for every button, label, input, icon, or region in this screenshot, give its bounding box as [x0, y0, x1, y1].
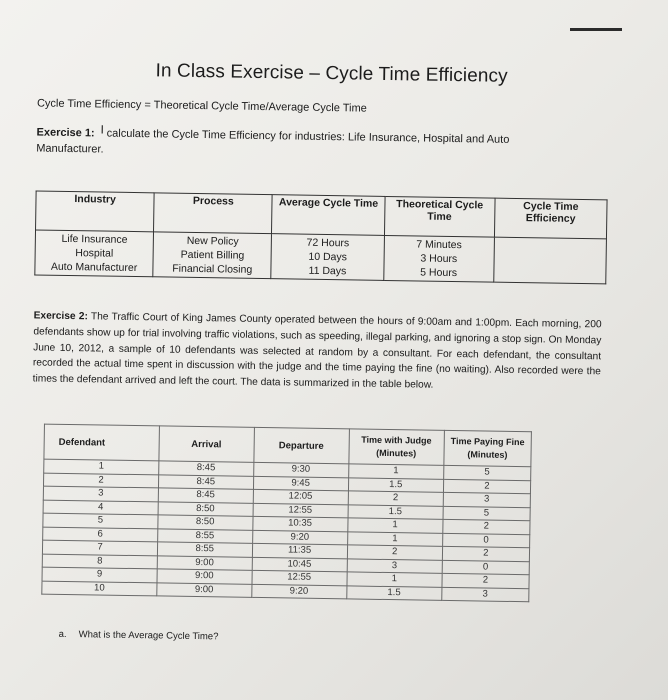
- departure-cell: 11:35: [252, 543, 347, 558]
- exercise1-body-start: c: [106, 127, 113, 140]
- judge-time-cell: 2: [347, 545, 442, 560]
- arrival-cell: 8:45: [158, 488, 253, 503]
- average-values: 72 Hours 10 Days 11 Days: [271, 234, 384, 281]
- col-process: Process: [154, 193, 273, 234]
- top-bar-mark: [570, 28, 622, 31]
- question-label: a.: [58, 628, 67, 640]
- departure-cell: 9:20: [252, 530, 347, 545]
- col-industry: Industry: [36, 191, 155, 232]
- defendant-cell: 7: [42, 540, 157, 555]
- judge-time-cell: 1: [348, 464, 443, 479]
- arrival-cell: 8:55: [158, 528, 253, 543]
- col-theoretical-cycle-time: Theoretical Cycle Time: [384, 196, 495, 237]
- page-title: In Class Exercise – Cycle Time Efficiency: [155, 60, 508, 87]
- col-time-paying-fine: Time Paying Fine (Minutes): [444, 430, 532, 466]
- defendant-cell: 2: [43, 473, 158, 488]
- exercise1-text: [36, 123, 509, 163]
- departure-cell: 12:55: [253, 503, 348, 518]
- exercise2-body: The Traffic Court of King James County operated between the hours of 9:00am and 1:00pm. Each morning, 200 defendants show up for trial involving traffic violations, such as speeding, illegal parking, and ignoring a stop sign. On Monday June 10, 2012, a sample of 10 defendants was selected at random by a consultant. For each defendant, the consultant recorded the actual time spent in discussion with the judge and the time paying the fine (no waiting). Also recorded were the times the defendant arrived and left the court. The data is summarized in the table below.: [32, 311, 602, 391]
- exercise2-label: Exercise 2:: [33, 310, 88, 323]
- exercise1-body-line2: Manufacturer.: [36, 142, 104, 156]
- fine-time-cell: 2: [443, 479, 531, 494]
- defendant-cell: 5: [43, 513, 158, 528]
- arrival-cell: 9:00: [157, 569, 252, 584]
- industry-values: Life Insurance Hospital Auto Manufacturer: [35, 230, 154, 277]
- process-values: New Policy Patient Billing Financial Closing: [153, 232, 272, 279]
- judge-time-cell: 1.5: [346, 585, 441, 600]
- defendant-cell: 6: [43, 527, 158, 542]
- judge-time-cell: 1: [347, 572, 442, 587]
- fine-time-cell: 0: [442, 560, 530, 575]
- departure-cell: 10:45: [252, 557, 347, 572]
- arrival-cell: 8:50: [158, 501, 253, 516]
- departure-cell: 9:45: [253, 476, 348, 491]
- industry-table-body: [35, 230, 607, 284]
- judge-time-cell: 1.5: [348, 477, 443, 492]
- industry-table: [34, 190, 607, 284]
- col-time-with-judge: Time with Judge (Minutes): [349, 429, 445, 465]
- exercise1-body: alculate the Cycle Time Efficiency for industries: Life Insurance, Hospital and Auto: [112, 127, 510, 146]
- text-cursor-icon: I: [100, 122, 105, 137]
- exercise1-label: Exercise 1:: [36, 126, 95, 140]
- col-average-cycle-time: Average Cycle Time: [272, 195, 385, 236]
- defendant-cell: 9: [42, 567, 157, 582]
- fine-time-cell: 0: [442, 533, 530, 548]
- judge-time-cell: 1: [347, 531, 442, 546]
- fine-time-cell: 5: [443, 465, 531, 480]
- question-a: [59, 629, 219, 643]
- departure-cell: 9:30: [253, 462, 348, 477]
- col-departure: Departure: [253, 427, 349, 463]
- document-page: [0, 40, 608, 700]
- efficiency-values: [494, 237, 607, 284]
- judge-time-cell: 3: [347, 558, 442, 573]
- judge-time-cell: 1.5: [348, 504, 443, 519]
- fine-time-cell: 3: [441, 587, 529, 602]
- departure-cell: 9:20: [251, 584, 346, 599]
- arrival-cell: 9:00: [157, 582, 252, 597]
- defendant-cell: 10: [42, 581, 157, 596]
- arrival-cell: 8:50: [158, 515, 253, 530]
- col-cycle-time-efficiency: Cycle Time Efficiency: [494, 198, 607, 239]
- defendant-cell: 8: [42, 554, 157, 569]
- fine-time-cell: 2: [442, 573, 530, 588]
- col-defendant: Defendant: [44, 424, 159, 461]
- arrival-cell: 8:45: [158, 474, 253, 489]
- judge-time-cell: 2: [348, 491, 443, 506]
- fine-time-cell: 2: [442, 546, 530, 561]
- question-text: What is the Average Cycle Time?: [78, 629, 219, 643]
- fine-time-cell: 2: [442, 519, 530, 534]
- departure-cell: 12:55: [252, 570, 347, 585]
- col-arrival: Arrival: [159, 426, 254, 462]
- departure-cell: 10:35: [252, 516, 347, 531]
- fine-time-cell: 5: [443, 506, 531, 521]
- defendant-cell: 1: [44, 459, 159, 474]
- judge-time-cell: 1: [348, 518, 443, 533]
- departure-cell: 12:05: [253, 489, 348, 504]
- formula-line: Cycle Time Efficiency = Theoretical Cycle Time/Average Cycle Time: [36, 97, 367, 115]
- defendant-cell: 3: [43, 486, 158, 501]
- arrival-cell: 8:45: [159, 461, 254, 476]
- fine-time-cell: 3: [443, 492, 531, 507]
- theoretical-values: 7 Minutes 3 Hours 5 Hours: [383, 235, 494, 282]
- arrival-cell: 8:55: [157, 542, 252, 557]
- arrival-cell: 9:00: [157, 555, 252, 570]
- exercise2-text: [33, 308, 602, 396]
- defendant-cell: 4: [43, 500, 158, 515]
- defendant-table: [41, 424, 532, 603]
